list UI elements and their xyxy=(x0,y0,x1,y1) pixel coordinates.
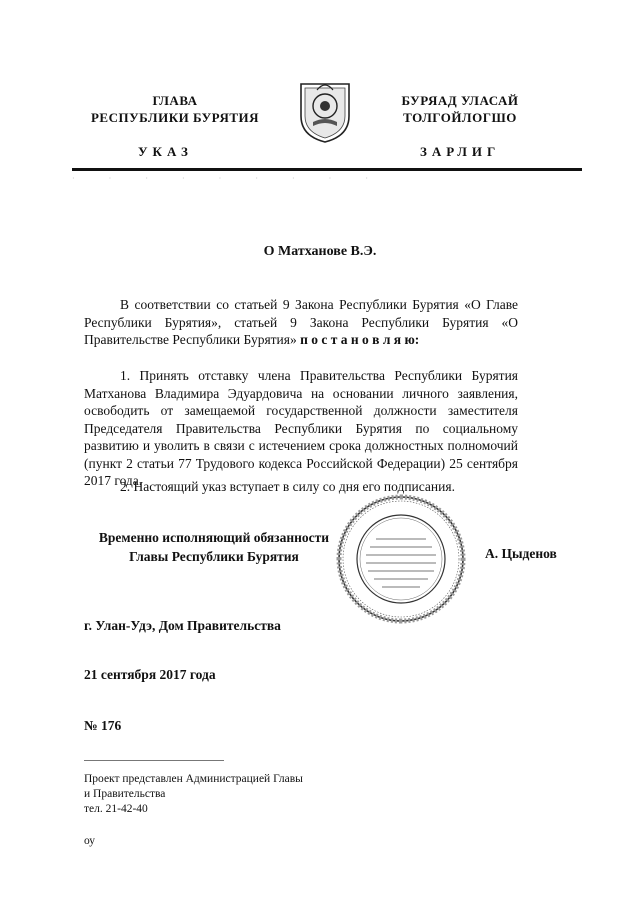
footer-line1: Проект представлен Администрацией Главы xyxy=(84,773,303,785)
coat-of-arms-emblem xyxy=(295,76,355,144)
footer-divider xyxy=(84,760,224,761)
signing-place: г. Улан-Удэ, Дом Правительства xyxy=(84,618,281,633)
signatory-position-line2: Главы Республики Бурятия xyxy=(129,549,299,564)
header-left-line2: РЕСПУБЛИКИ БУРЯТИЯ xyxy=(90,110,260,125)
signatory-name: А. Цыденов xyxy=(485,546,557,561)
header-left-line1: ГЛАВА xyxy=(152,93,198,108)
footer-note xyxy=(84,772,303,817)
signatory-position-line1: Временно исполняющий обязанности xyxy=(98,530,330,545)
header-right-line1: БУРЯАД УЛАСАЙ xyxy=(401,93,519,108)
preamble-decree-word: п о с т а н о в л я ю: xyxy=(300,332,420,347)
header-left xyxy=(80,92,270,126)
signatory-position xyxy=(84,528,344,566)
footer-line2: и Правительства xyxy=(84,788,166,800)
footer-initials: оу xyxy=(84,835,96,847)
document-title: О Матханове В.Э. xyxy=(263,244,377,259)
preamble-paragraph xyxy=(84,296,518,349)
header-right xyxy=(370,92,550,126)
signing-date: 21 сентября 2017 года xyxy=(84,667,216,682)
decree-item-1: 1. Принять отставку члена Правительства Республики Бурятия Матханова Владимира Эдуардовича на основании личного заявления, освободить от замещаемой государственной должности заместителя Председателя Правительства Республики Бурятия по социальному развитию и уволить в связи с истечением срока должностных полномочий (пункт 2 статьи 77 Трудового кодекса Российской Федерации) 25 сентября 2017 года. xyxy=(84,368,518,488)
header-right-line2: ТОЛГОЙЛОГШО xyxy=(403,110,517,125)
decree-item-2: 2. Настоящий указ вступает в силу со дня его подписания. xyxy=(120,479,455,494)
preamble-text: В соответствии со статьей 9 Закона Республики Бурятия «О Главе Республики Бурятия», статьей 9 Закона Республики Бурятия «О Правительстве Республики Бурятия» xyxy=(84,297,518,347)
doc-type-left: УКАЗ xyxy=(138,144,193,159)
doc-type-right: ЗАРЛИГ xyxy=(420,144,501,159)
header-divider xyxy=(72,168,582,171)
official-seal-stamp xyxy=(336,494,466,624)
dotted-guide: · · · · · · · · · xyxy=(72,174,368,183)
decree-number: № 176 xyxy=(84,718,122,733)
footer-phone: тел. 21-42-40 xyxy=(84,803,148,815)
